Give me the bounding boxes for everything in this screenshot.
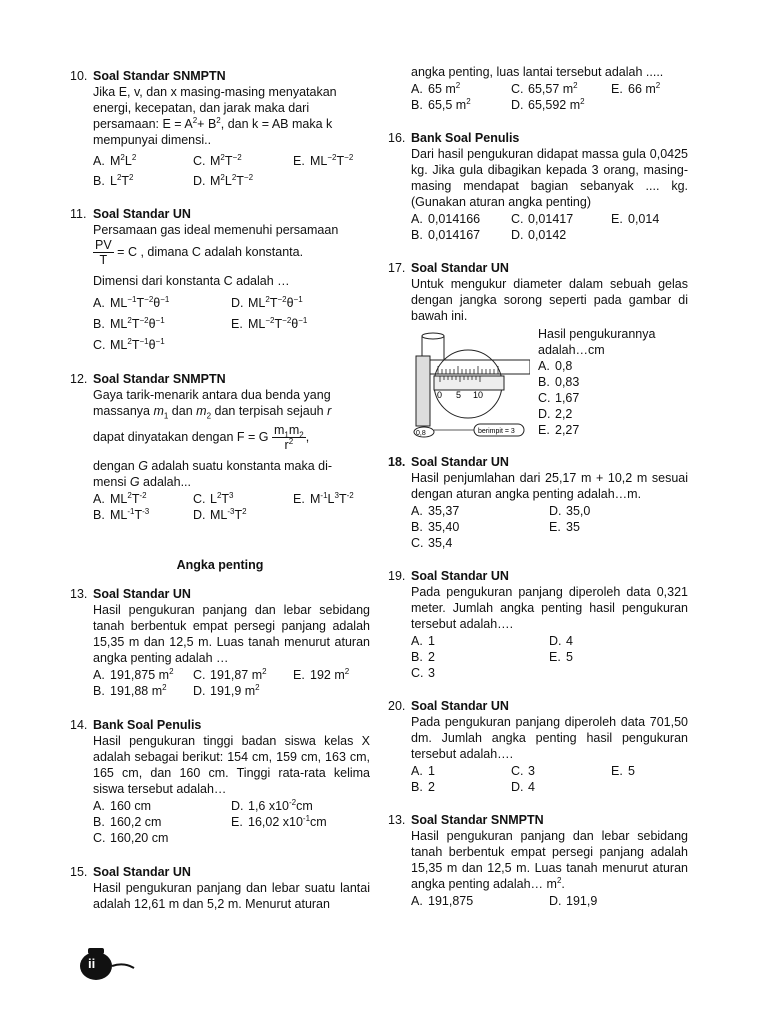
- option-b[interactable]: B. 160,2 cm: [93, 815, 162, 829]
- question-11: 11. Soal Standar UN Persamaan gas ideal memenuhi persamaan $\frac{PV}{T}$ = C , dimana C adalah konstanta. Dimensi dari konstanta C adalah … A. $ML^{-1}T^{-2}\theta^{-1}$ D. $ML^2T^{-2}\theta^{-1}$ B. $ML^2T^{-2}\theta^{-1}$ E. $ML^{-2}T^{-2}\theta^{-1}$ C. $ML^2T^{-1}\theta^{-1}$: [70, 206, 370, 353]
- option-e[interactable]: E. 5: [611, 764, 635, 778]
- option-e[interactable]: E. 5: [549, 650, 573, 664]
- question-10: [70, 68, 370, 189]
- question-source: Soal Standar UN: [411, 699, 509, 713]
- option-b[interactable]: B. 65,5 $m^2$: [411, 96, 471, 112]
- option-d[interactable]: D. $ML^2T^{-2}\theta^{-1}$: [231, 294, 303, 310]
- question-16: [388, 130, 688, 243]
- option-b[interactable]: B. $L^2T^2$: [93, 172, 134, 188]
- option-e[interactable]: E. 66 $m^2$: [611, 80, 661, 96]
- option-a[interactable]: A. $ML^2T^{-2}$: [93, 490, 147, 506]
- answer-options: [411, 633, 688, 681]
- option-a[interactable]: A. 0,014166: [411, 212, 481, 226]
- option-c[interactable]: C. $ML^2T^{-1}\theta^{-1}$: [93, 336, 165, 352]
- option-e[interactable]: E. $ML^{-2}T^{-2}$: [293, 152, 354, 168]
- result-options: [538, 326, 688, 438]
- question-text: Pada pengukuran panjang diperoleh data 701,50 dm. Jumlah angka penting hasil pengukuran tersebut adalah….: [411, 715, 688, 761]
- vernier-caliper-figure: [410, 332, 530, 444]
- option-b[interactable]: B. 2: [411, 650, 435, 664]
- option-e[interactable]: E. 35: [549, 520, 580, 534]
- question-source: Soal Standar SNMPTN: [93, 372, 226, 386]
- option-c[interactable]: C. 1,67: [538, 391, 580, 405]
- option-e[interactable]: E. 0,014: [611, 212, 660, 226]
- ideal-gas-formula: $\frac{PV}{T}$ = C , dimana C adalah konstanta.: [95, 238, 304, 267]
- option-d[interactable]: D. 0,0142: [511, 228, 567, 242]
- question-text: Hasil pengukuran panjang dan lebar suatu lantai adalah 12,61 m dan 5,2 m. Menurut aturan: [93, 881, 370, 911]
- question-number: 11.: [70, 207, 87, 221]
- option-d[interactable]: D. 35,0: [549, 504, 591, 518]
- option-d[interactable]: D. 4: [511, 780, 535, 794]
- answer-options: [93, 491, 370, 523]
- question-source: Soal Standar UN: [93, 207, 191, 221]
- answer-options: [411, 81, 688, 113]
- question-number: 19.: [388, 569, 406, 583]
- option-d[interactable]: D. $M^2L^2T^{-2}$: [193, 172, 254, 188]
- question-source: Bank Soal Penulis: [93, 718, 202, 732]
- result-prompt: Hasil pengukurannya adalah…cm: [538, 327, 656, 357]
- question-number: 13.: [388, 813, 406, 827]
- option-c[interactable]: C. $M^2T^{-2}$: [193, 152, 242, 168]
- question-text: Untuk mengukur diameter dalam sebuah gelas dengan jangka sorong seperti pada gambar di bawah ini.: [411, 277, 688, 323]
- answer-options: [411, 893, 688, 909]
- question-number: 12.: [70, 372, 88, 386]
- option-c[interactable]: C. 3: [511, 764, 535, 778]
- option-a[interactable]: A. 0,8: [538, 359, 573, 373]
- answer-options: [93, 295, 370, 353]
- inset-label: 0,8: [416, 430, 426, 437]
- vernier-label-10: 10: [473, 390, 484, 400]
- option-e[interactable]: E. $ML^{-2}T^{-2}\theta^{-1}$: [231, 315, 308, 331]
- question-text: Hasil pengukuran panjang dan lebar sebidang tanah berbentuk empat persegi panjang adalah 15,35 m dan 12,5 m. Luas tanah menurut aturan angka penting adalah …: [93, 603, 370, 665]
- option-d[interactable]: D. 65,592 $m^2$: [511, 96, 585, 112]
- question-text: Hasil pengukuran tinggi badan siswa kelas X adalah sebagai berikut: 154 cm, 159 cm, 163 cm, 165 cm, dan 160 cm. Tinggi rata-rata kelima siswa tersebut adalah…: [93, 734, 370, 796]
- question-source: Soal Standar UN: [93, 587, 191, 601]
- option-c[interactable]: C. 35,4: [411, 536, 453, 550]
- question-number: 20.: [388, 699, 406, 713]
- option-b[interactable]: B. 35,40: [411, 520, 460, 534]
- option-e[interactable]: E. $M^{-1}L^3T^{-2}$: [293, 490, 354, 506]
- option-a[interactable]: A. 191,875 $m^2$: [93, 666, 174, 682]
- question-number: 18.: [388, 455, 406, 469]
- question-source: Soal Standar UN: [411, 569, 509, 583]
- option-a[interactable]: A. 160 cm: [93, 799, 151, 813]
- vernier-label-0: 0: [437, 390, 443, 400]
- question-19: [388, 568, 688, 681]
- page-number: ii: [88, 956, 96, 971]
- option-c[interactable]: C. $L^2T^3$: [193, 490, 234, 506]
- question-number: 15.: [70, 865, 88, 879]
- option-b[interactable]: B. $ML^{-1}T^{-3}$: [93, 506, 150, 522]
- question-13-snmptn: [388, 812, 688, 909]
- question-12: 12. Soal Standar SNMPTN Gaya tarik-menarik antara dua benda yang massanya $m_1$ dan $m_2$ dan terpisah sejauh r dapat dinyatakan dengan F = G $\frac{m_1m_2}{r^2}$ , dengan G adalah suatu konstanta maka di- mensi G adalah... A. $ML^2T^{-2}$ C. $L^2T^3$ E. $M^{-1}L^3T^{-2}$ B. $ML^{-1}T^{-3}$ D. $ML^{-3}T^2$: [70, 371, 370, 523]
- gravity-formula: dapat dinyatakan dengan F = G $\frac{m_1m_2}{r^2}$ ,: [93, 423, 310, 452]
- question-14: [70, 717, 370, 846]
- right-column: [388, 64, 688, 909]
- question-20: [388, 698, 688, 795]
- question-text: Jika E, v, dan x masing-masing menyatakan energi, kecepatan, dan jarak maka dari persamaan: $E = A^2+ B^2$, dan k = AB maka k mempunyai dimensi..: [93, 85, 337, 147]
- option-c[interactable]: C. 191,87 $m^2$: [193, 666, 267, 682]
- glass-rim: [422, 333, 444, 339]
- question-source: Bank Soal Penulis: [411, 131, 520, 145]
- option-d[interactable]: D. 191,9: [549, 894, 598, 908]
- answer-options: [93, 798, 370, 846]
- option-a[interactable]: A. 1: [411, 764, 435, 778]
- question-number: 16.: [388, 131, 406, 145]
- option-b[interactable]: B. 0,014167: [411, 228, 481, 242]
- option-c[interactable]: C. 160,20 cm: [93, 831, 169, 845]
- option-a[interactable]: A. $M^2L^2$: [93, 152, 137, 168]
- answer-options: [93, 667, 370, 699]
- option-d[interactable]: D. 191,9 $m^2$: [193, 682, 260, 698]
- option-c[interactable]: C. 3: [411, 666, 435, 680]
- question-number: 10.: [70, 69, 88, 83]
- question-15: [70, 864, 370, 912]
- option-d[interactable]: D. 4: [549, 634, 573, 648]
- question-text: Hasil penjumlahan dari 25,17 m + 10,2 m sesuai dengan aturan angka penting adalah…m.: [411, 471, 688, 501]
- question-source: Soal Standar UN: [411, 261, 509, 275]
- option-a[interactable]: A. 191,875: [411, 894, 474, 908]
- option-b[interactable]: B. 2: [411, 780, 435, 794]
- option-b[interactable]: B. 0,83: [538, 375, 580, 389]
- section-title: Angka penting: [176, 558, 264, 572]
- tag-label: berimpit = 3: [478, 428, 515, 435]
- question-text: Hasil pengukuran panjang dan lebar sebidang tanah berbentuk empat persegi panjang adalah 15,35 m dan 12,5 m. Luas tanah menurut aturan angka penting adalah… $m^2$.: [411, 829, 688, 891]
- option-c[interactable]: C. 0,01417: [511, 212, 574, 226]
- page-footer: [76, 944, 136, 984]
- left-column: [70, 64, 370, 912]
- option-e[interactable]: E. 2,27: [538, 423, 580, 437]
- option-a[interactable]: A. 1: [411, 634, 435, 648]
- question-17: [388, 260, 688, 452]
- question-number: 13.: [70, 587, 88, 601]
- caliper-block: [411, 327, 688, 452]
- option-d[interactable]: D. $ML^{-3}T^2$: [193, 506, 247, 522]
- answer-options: [411, 503, 688, 551]
- question-source: Soal Standar SNMPTN: [411, 813, 544, 827]
- pot-icon: [76, 944, 136, 984]
- question-number: 17.: [388, 261, 406, 275]
- caliper-jaw: [416, 356, 430, 426]
- question-source: Soal Standar UN: [411, 455, 509, 469]
- question-13: [70, 586, 370, 699]
- main-scale: [430, 360, 530, 374]
- question-source: Soal Standar UN: [93, 865, 191, 879]
- answer-options: [411, 763, 688, 795]
- option-d[interactable]: D. 2,2: [538, 407, 573, 421]
- option-a[interactable]: A. 65 $m^2$: [411, 80, 461, 96]
- option-c[interactable]: C. 65,57 $m^2$: [511, 80, 578, 96]
- question-15-continued: angka penting, luas lantai tersebut adalah ..... A. 65 $m^2$ C. 65,57 $m^2$ E. 66 $m^2$ B. 65,5 $m^2$ D. 65,592 $m^2$: [388, 64, 688, 113]
- option-e[interactable]: E. 192 $m^2$: [293, 666, 350, 682]
- question-number: 14.: [70, 718, 88, 732]
- question-text: Persamaan gas ideal memenuhi persamaan: [93, 223, 339, 237]
- option-e[interactable]: E. 16,02 $x10^{-1}cm$: [231, 813, 327, 829]
- answer-options: [411, 211, 688, 243]
- option-a[interactable]: A. 35,37: [411, 504, 460, 518]
- option-d[interactable]: D. 1,6 $x10^{-2}cm$: [231, 797, 313, 813]
- question-text: Pada pengukuran panjang diperoleh data 0,321 meter. Jumlah angka penting hasil pengukuran tersebut adalah….: [411, 585, 688, 631]
- question-source: Soal Standar SNMPTN: [93, 69, 226, 83]
- vernier-scale: [434, 376, 504, 390]
- answer-options: [93, 153, 370, 189]
- option-a[interactable]: A. $ML^{-1}T^{-2}\theta^{-1}$: [93, 294, 170, 310]
- vernier-label-5: 5: [456, 390, 462, 400]
- question-text: Dari hasil pengukuran didapat massa gula 0,0425 kg. Jika gula dibagikan kepada 3 orang, masing-masing mendapat bagian sebanyak .... kg. (Gunakan aturan angka penting): [411, 147, 688, 209]
- option-b[interactable]: B. $ML^2T^{-2}\theta^{-1}$: [93, 315, 165, 331]
- option-b[interactable]: B. 191,88 $m^2$: [93, 682, 167, 698]
- question-18: [388, 454, 688, 551]
